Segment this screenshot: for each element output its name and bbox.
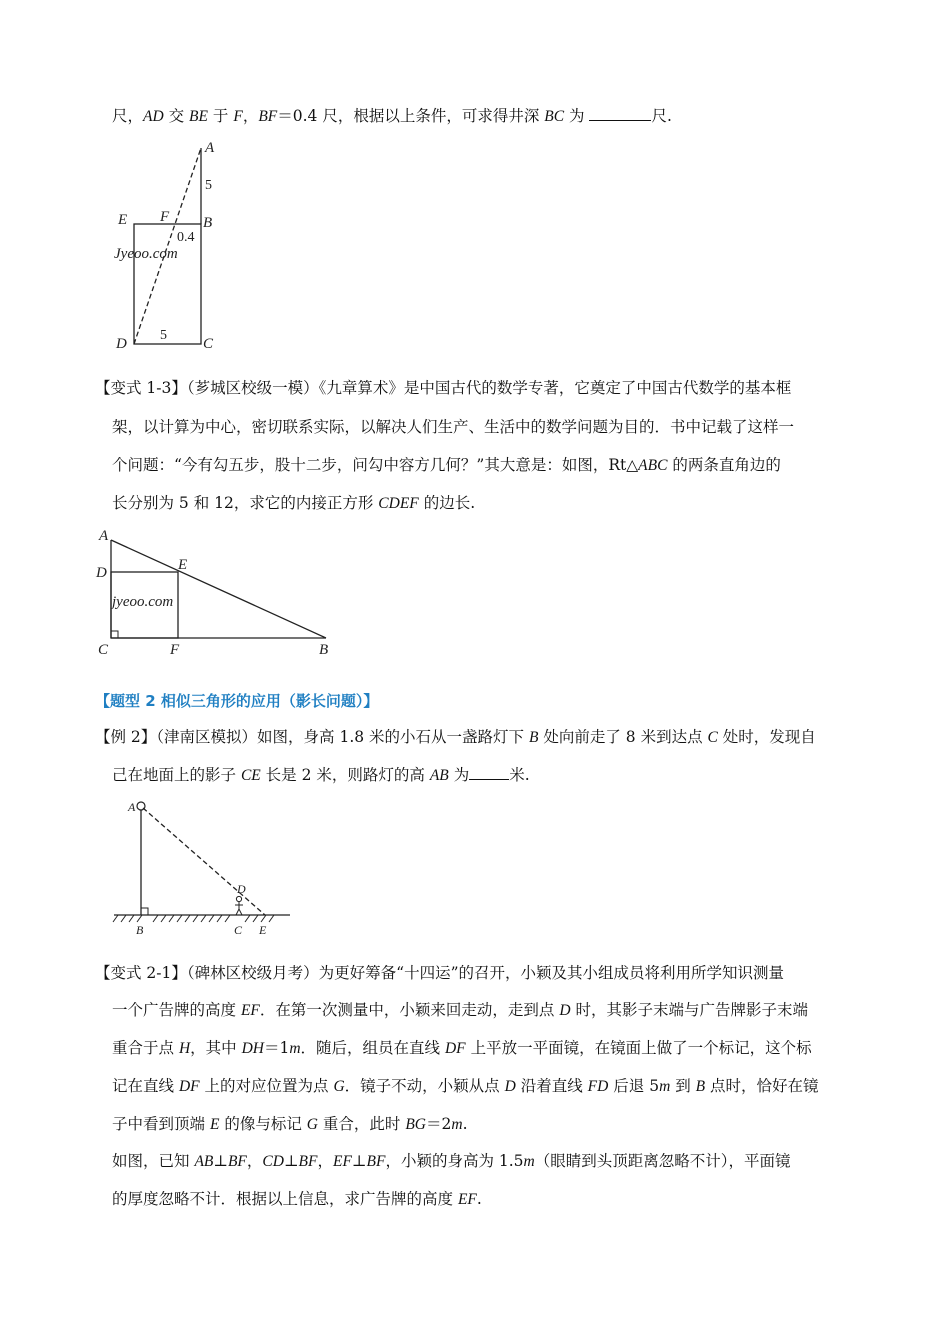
variant-1-3-line4: 长分别为 5 和 12，求它的内接正方形 CDEF 的边长.: [112, 494, 476, 512]
label-A: A: [99, 528, 109, 544]
problem-text-line: 尺，AD 交 BE 于 F，BF＝0.4 尺，根据以上条件，可求得井深 BC 为 尺.: [112, 104, 672, 128]
variant-2-1-line2: 一个广告牌的高度 EF．在第一次测量中，小颖来回走动，走到点 D 时，其影子末端与广告牌影子末端: [112, 1001, 808, 1019]
watermark: Jyeoo.com: [114, 246, 178, 262]
label-B: B: [136, 923, 144, 937]
variant-2-1-line3: 重合于点 H，其中 DH＝1m．随后，组员在直线 DF 上平放一平面镜，在镜面上做了一个标记，这个标: [112, 1039, 812, 1057]
label-5-DC: 5: [160, 328, 167, 343]
label-C: C: [234, 923, 243, 937]
variant-2-1-line5: 子中看到顶端 E 的像与标记 G 重合，此时 BG＝2m.: [112, 1115, 468, 1133]
variant-tag: 【变式 2-1】: [95, 964, 187, 982]
example-2-line1: 【例 2】（津南区模拟）如图，身高 1.8 米的小石从一盏路灯下 B 处向前走了 8 米到达点 C 处时，发现自: [95, 728, 816, 746]
var: BC: [544, 108, 565, 125]
variant-2-1-line4: 记在直线 DF 上的对应位置为点 G．镜子不动，小颖从点 D 沿着直线 FD 后退 5m 到 B 点时，恰好在镜: [112, 1077, 819, 1095]
label-F: F: [170, 642, 180, 658]
variant-1-3-line3: 个问题：“今有勾五步，股十二步，问勾中容方几何？”其大意是：如图，Rt△ABC 的两条直角边的: [112, 456, 781, 474]
label-B: B: [203, 215, 213, 231]
var: AD: [143, 108, 164, 125]
label-A: A: [128, 800, 136, 814]
variant-2-1-line7: 的厚度忽略不计．根据以上信息，求广告牌的高度 EF.: [112, 1190, 482, 1208]
label-B: B: [319, 642, 329, 658]
variant-1-3-line1: 【变式 1-3】（芗城区校级一模）《九章算术》是中国古代的数学专著，它奠定了中国古代数学的基本框: [95, 379, 792, 397]
answer-blank[interactable]: [469, 763, 509, 780]
label-F: F: [160, 209, 170, 225]
example-tag: 【例 2】: [95, 728, 157, 746]
label-C: C: [98, 642, 109, 658]
label-5-AB: 5: [205, 178, 212, 193]
label-E: E: [118, 212, 128, 228]
variant-2-1-line1: 【变式 2-1】（碑林区校级月考）为更好筹备“十四运”的召开，小颖及其小组成员将利用所学知识测量: [95, 964, 784, 982]
watermark: jyeoo.com: [112, 594, 174, 610]
variant-1-3-line2: 架，以计算为中心，密切联系实际，以解决人们生产、生活中的数学问题为目的．书中记载了这样一: [112, 418, 795, 436]
variant-tag: 【变式 1-3】: [95, 379, 187, 397]
section-heading: 【题型 2 相似三角形的应用（影长问题）】: [95, 692, 379, 710]
var: BE: [189, 108, 208, 125]
variant-2-1-line6: 如图，已知 AB⊥BF，CD⊥BF，EF⊥BF，小颖的身高为 1.5m（眼睛到头顶距离忽略不计），平面镜: [112, 1152, 791, 1170]
label-E: E: [178, 557, 188, 573]
label-A: A: [205, 140, 215, 156]
triangle-square-diagram: [90, 526, 340, 660]
example-2-line2: 己在地面上的影子 CE 长是 2 米，则路灯的高 AB 为 米.: [112, 763, 530, 787]
answer-blank[interactable]: [589, 104, 651, 121]
var: BF: [258, 108, 278, 125]
label-0.4: 0.4: [177, 230, 195, 245]
label-E: E: [259, 923, 267, 937]
var: F: [233, 108, 243, 125]
well-diagram: [108, 136, 228, 356]
label-C: C: [203, 336, 214, 352]
label-D: D: [116, 336, 127, 352]
street-lamp-diagram: [110, 796, 300, 938]
label-D: D: [96, 565, 107, 581]
label-D: D: [237, 882, 246, 896]
